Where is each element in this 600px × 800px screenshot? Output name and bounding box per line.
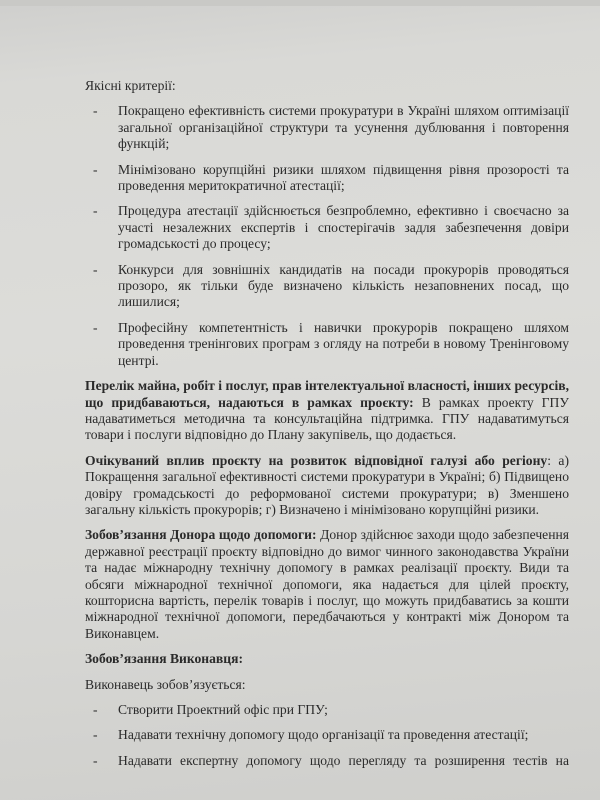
- list-item: - Надавати експертну допомогу щодо перегляду та розширення тестів на: [93, 752, 569, 768]
- expected-impact-paragraph: [85, 453, 569, 519]
- donor-obligations-paragraph: [85, 527, 569, 642]
- bullet-dash: -: [93, 261, 98, 277]
- list-item: - Професійну компетентність і навички прокурорів покращено шляхом проведення тренінгових програм з огляду на потреби в новому Тренінговому центрі.: [93, 319, 569, 368]
- quality-criteria-title: Якісні критерії:: [85, 78, 176, 93]
- bullet-dash: -: [93, 103, 98, 119]
- bullet-dash: -: [93, 203, 98, 219]
- quality-criteria-list: [85, 103, 569, 369]
- expected-impact-label: Очікуваний вплив проєкту на розвиток відповідної галузі або регіону: [85, 452, 548, 468]
- document-page: [85, 78, 569, 778]
- executor-obligations-list: [85, 702, 569, 769]
- list-item: - Конкурси для зовнішніх кандидатів на посади прокурорів проводяться прозоро, як тільки буде визначено кількість незаповнених посад, що лишилися;: [93, 261, 569, 310]
- list-item: - Надавати технічну допомогу щодо організації та проведення атестації;: [93, 727, 529, 743]
- list-item: - Створити Проектний офіс при ГПУ;: [93, 702, 328, 717]
- bullet-dash: -: [93, 702, 98, 717]
- donor-obligations-label: Зобов’язання Донора щодо допомоги:: [85, 527, 317, 543]
- executor-obligations-title: Зобов’язання Виконавця:: [85, 651, 243, 667]
- page-top-edge: [0, 0, 600, 6]
- resources-text: В рамках проекту ГПУ надаватиметься методична та консультаційна підтримка. ГПУ надаватимуться товари і послуги відповідно до Плану закупівель, що додається.: [85, 394, 569, 443]
- bullet-dash: -: [93, 319, 98, 335]
- donor-obligations-text: Донор здійснює заходи щодо забезпечення державної реєстрації проєкту відповідно до вимог чинного законодавства України та надає міжнародну технічну допомогу в рамках реалізації проєкту. Види та обсяги міжнародної технічної допомоги, яка надається для цілей проєкту, кошторисна вартість, перелік товарів і послуг, що можуть придбаватись за кошти міжнародної технічної допомоги, передбачаються у контракті між Донором та Виконавцем.: [85, 527, 569, 641]
- list-item: - Мінімізовано корупційні ризики шляхом підвищення рівня прозорості та проведення меритократичної атестації;: [93, 161, 569, 194]
- list-item: - Процедура атестації здійснюється безпроблемно, ефективно і своєчасно за участі незалежних експертів і спостерігачів задля забезпечення довіри громадськості до процесу;: [93, 203, 569, 252]
- list-item: - Покращено ефективність системи прокуратури в Україні шляхом оптимізації загальної організаційної структури та усунення дублювання і повторення функцій;: [93, 103, 569, 152]
- resources-label: Перелік майна, робіт і послуг, прав інтелектуальної власності, інших ресурсів, що придбаваються, надаються в рамках проєкту:: [85, 378, 569, 410]
- bullet-dash: -: [93, 727, 98, 743]
- expected-impact-text: : а) Покращення загальної ефективності системи прокуратури в Україні; б) Підвищено довіру громадськості до реформованої системи прокуратури; в) Зменшено загальну кількість прокурорів; г) Визначено і мінімізовано корупційні ризики.: [85, 452, 569, 517]
- bullet-dash: -: [93, 161, 98, 177]
- resources-paragraph: [85, 378, 569, 444]
- bullet-dash: -: [93, 752, 98, 768]
- executor-obligations-intro: Виконавець зобов’язується:: [85, 676, 246, 692]
